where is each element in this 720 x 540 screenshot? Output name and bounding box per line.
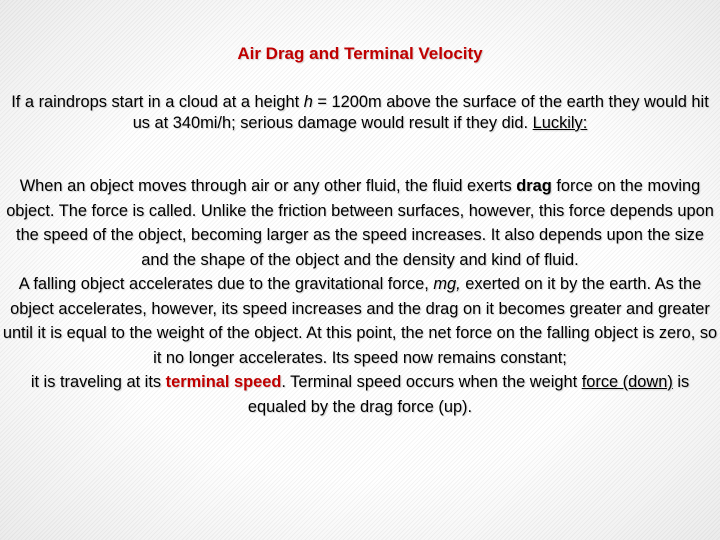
force-down-text: force (down): [581, 373, 673, 391]
slide-title: Air Drag and Terminal Velocity: [237, 44, 483, 63]
body-text: [2, 174, 718, 419]
falling-paragraph: [2, 272, 718, 370]
drag-paragraph: [2, 174, 718, 272]
para2-text-1: A falling object accelerates due to the gravitational force,: [18, 275, 434, 293]
intro-paragraph: [10, 92, 710, 134]
para3-text-1: it is traveling at its: [30, 373, 166, 391]
mg-variable: mg,: [433, 275, 461, 293]
terminal-paragraph: [2, 370, 718, 419]
height-variable: h: [303, 93, 313, 111]
terminal-speed-term: terminal speed: [165, 373, 282, 391]
para2-text-2: exerted on it by the earth. As the object accelerates, however, its speed increases and the drag on it becomes greater and greater until it is equal to the weight of the object. At this point, the net force on the falling object is zero, so it no longer accelerates. Its speed now remains constant;: [2, 275, 718, 367]
para1-text-1: When an object moves through air or any other fluid, the fluid exerts: [19, 177, 517, 195]
intro-text-2: = 1200m above the surface of the earth they would hit us at 340mi/h; serious damage would result if they did.: [132, 93, 709, 132]
para1-text-2: force on the moving object. The force is called. Unlike the friction between surfaces, however, this force depends upon the speed of the object, becoming larger as the speed increases. It also depends upon the size and the shape of the object and the density and kind of fluid.: [6, 177, 714, 269]
para3-text-3: is equaled by the drag force (up).: [247, 373, 690, 416]
intro-text-1: If a raindrops start in a cloud at a height: [11, 93, 304, 111]
drag-word: drag: [516, 177, 552, 195]
para3-text-2: . Terminal speed occurs when the weight: [281, 373, 582, 391]
luckily-text: Luckily:: [532, 114, 588, 132]
